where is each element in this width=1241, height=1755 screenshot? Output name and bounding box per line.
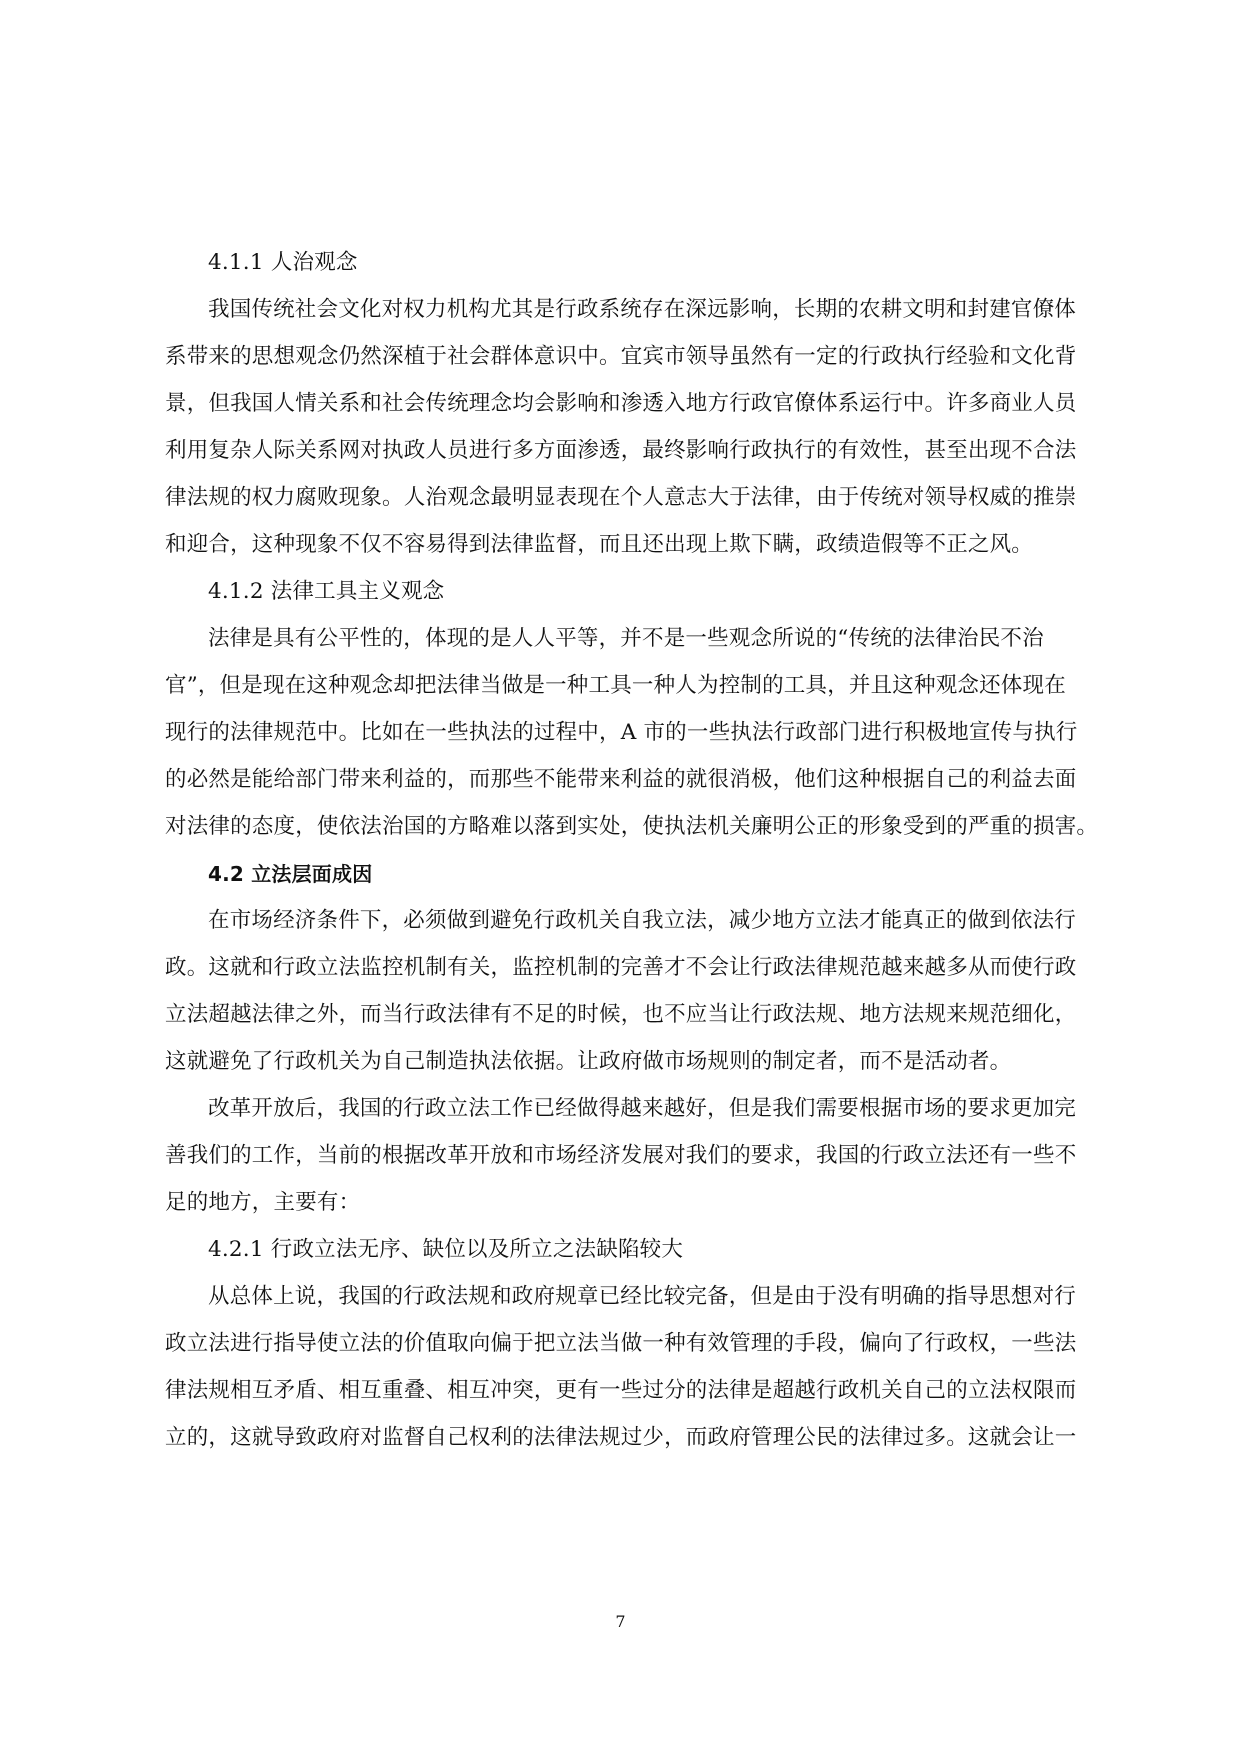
paragraph-line: 法律是具有公平性的，体现的是人人平等，并不是一些观念所说的“传统的法律治民不治 (208, 626, 1044, 651)
paragraph-line: 律法规的权力腐败现象。人治观念最明显表现在个人意志大于法律，由于传统对领导权威的推崇 (165, 485, 1077, 510)
paragraph-line: 和迎合，这种现象不仅不容易得到法律监督，而且还出现上欺下瞒，政绩造假等不正之风。 (165, 532, 1034, 557)
subsection-heading-4-1-2: 4.1.2 法律工具主义观念 (208, 579, 445, 604)
paragraph-line: 利用复杂人际关系网对执政人员进行多方面渗透，最终影响行政执行的有效性，甚至出现不合法 (165, 438, 1077, 463)
paragraph-line: 官”，但是现在这种观念却把法律当做是一种工具一种人为控制的工具，并且这种观念还体现在 (165, 673, 1066, 698)
paragraph-line: 足的地方，主要有： (165, 1190, 361, 1215)
paragraph-line: 善我们的工作，当前的根据改革开放和市场经济发展对我们的要求，我国的行政立法还有一些不 (165, 1143, 1077, 1168)
paragraph-line: 改革开放后，我国的行政立法工作已经做得越来越好，但是我们需要根据市场的要求更加完 (208, 1096, 1077, 1121)
paragraph-line: 在市场经济条件下，必须做到避免行政机关自我立法，减少地方立法才能真正的做到依法行 (208, 908, 1077, 933)
paragraph-line: 从总体上说，我国的行政法规和政府规章已经比较完备，但是由于没有明确的指导思想对行 (208, 1284, 1077, 1309)
paragraph-line: 这就避免了行政机关为自己制造执法依据。让政府做市场规则的制定者，而不是活动者。 (165, 1049, 1012, 1074)
subsection-heading-4-2-1: 4.2.1 行政立法无序、缺位以及所立之法缺陷较大 (208, 1237, 684, 1262)
paragraph-line: 立的，这就导致政府对监督自己权利的法律法规过少，而政府管理公民的法律过多。这就会让一 (165, 1425, 1077, 1450)
paragraph-line: 景，但我国人情关系和社会传统理念均会影响和渗透入地方行政官僚体系运行中。许多商业人员 (165, 391, 1077, 416)
paragraph-line: 立法超越法律之外，而当行政法律有不足的时候，也不应当让行政法规、地方法规来规范细化， (165, 1002, 1077, 1027)
subsection-heading-4-1-1: 4.1.1 人治观念 (208, 250, 358, 275)
paragraph-line: 律法规相互矛盾、相互重叠、相互冲突，更有一些过分的法律是超越行政机关自己的立法权限而 (165, 1378, 1077, 1403)
paragraph-line: 政立法进行指导使立法的价值取向偏于把立法当做一种有效管理的手段，偏向了行政权，一些法 (165, 1331, 1077, 1356)
page-number: 7 (615, 1612, 626, 1631)
paragraph-line: 系带来的思想观念仍然深植于社会群体意识中。宜宾市领导虽然有一定的行政执行经验和文化背 (165, 344, 1077, 369)
section-heading-4-2: 4.2 立法层面成因 (208, 862, 373, 886)
paragraph-line: 我国传统社会文化对权力机构尤其是行政系统存在深远影响，长期的农耕文明和封建官僚体 (208, 297, 1077, 322)
paragraph-line: 的必然是能给部门带来利益的，而那些不能带来利益的就很消极，他们这种根据自己的利益去面 (165, 767, 1077, 792)
paragraph-line: 现行的法律规范中。比如在一些执法的过程中，A 市的一些执法行政部门进行积极地宣传与执行 (165, 720, 1078, 745)
paragraph-line: 对法律的态度，使依法治国的方略难以落到实处，使执法机关廉明公正的形象受到的严重的损害。 (165, 814, 1099, 839)
paragraph-line: 政。这就和行政立法监控机制有关，监控机制的完善才不会让行政法律规范越来越多从而使行政 (165, 955, 1077, 980)
